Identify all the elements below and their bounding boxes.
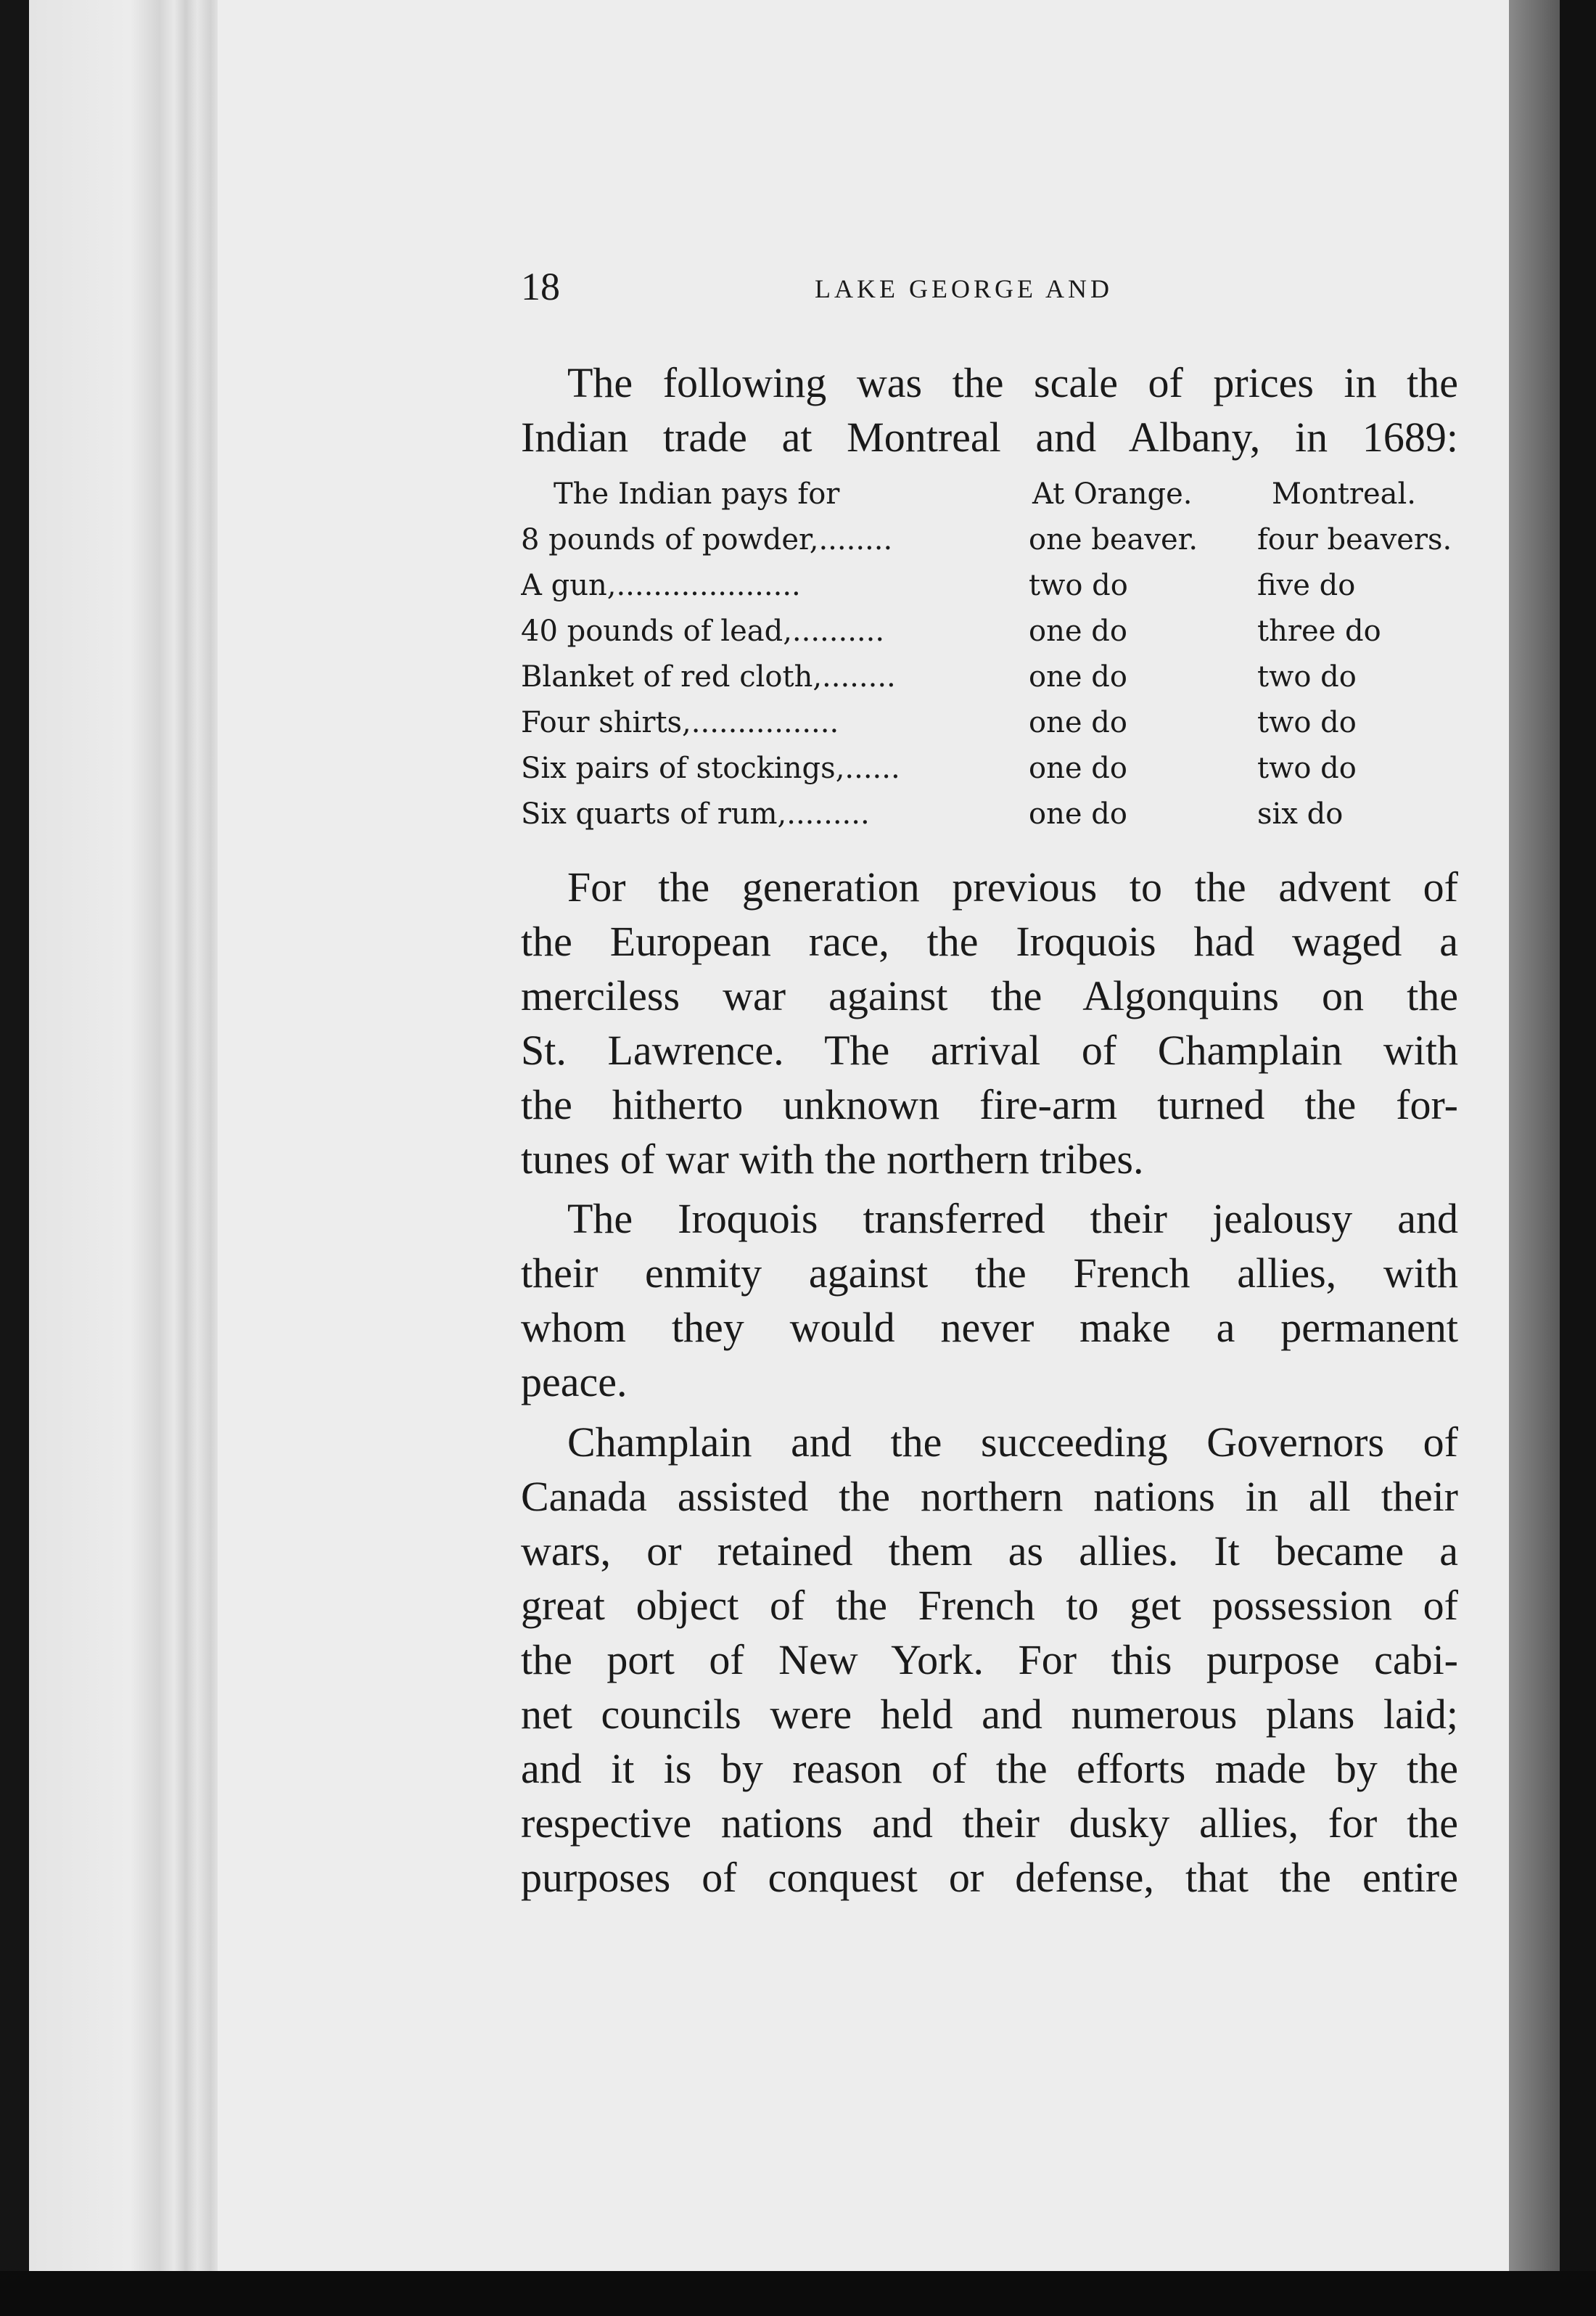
table-cell-item: Four shirts,................ xyxy=(521,706,839,739)
text-line: great object of the French to get possession of xyxy=(521,1582,1458,1629)
table-cell-item: 8 pounds of powder,........ xyxy=(521,523,893,557)
text-line: Canada assisted the northern nations in all their xyxy=(521,1473,1458,1520)
page-right-edge xyxy=(1509,0,1560,2271)
text-line: Champlain and the succeeding Governors of xyxy=(567,1418,1458,1466)
running-head: LAKE GEORGE AND xyxy=(815,274,1113,303)
table-cell-orange: one do xyxy=(1029,706,1127,739)
table-cell-montreal: six do xyxy=(1257,797,1344,831)
text-line: their enmity against the French allies, with xyxy=(521,1249,1458,1297)
table-cell-montreal: three do xyxy=(1257,615,1381,648)
text-line: the European race, the Iroquois had waged a xyxy=(521,918,1458,965)
table-cell-montreal: four beavers. xyxy=(1257,523,1452,557)
table-cell-orange: two do xyxy=(1029,569,1128,602)
table-row xyxy=(521,746,1458,792)
table-cell-item: Six pairs of stockings,...... xyxy=(521,752,900,785)
text-line: respective nations and their dusky allies, for the xyxy=(521,1799,1458,1847)
table-cell-montreal: two do xyxy=(1257,752,1357,785)
text-line: merciless war against the Algonquins on the xyxy=(521,972,1458,1019)
scan-bottom-border xyxy=(0,2271,1596,2316)
text-line: tunes of war with the northern tribes. xyxy=(521,1136,1144,1183)
table-cell-orange: one do xyxy=(1029,797,1127,831)
table-cell-orange: one do xyxy=(1029,660,1127,694)
scan-right-border xyxy=(1560,0,1596,2316)
table-header-cell: At Orange. xyxy=(1032,477,1193,511)
table-cell-item: Blanket of red cloth,........ xyxy=(521,660,896,694)
table-header-cell: The Indian pays for xyxy=(554,477,840,511)
table-header-row xyxy=(521,472,1458,517)
page-number: 18 xyxy=(521,265,560,308)
table-row xyxy=(521,792,1458,837)
text-line: The Iroquois transferred their jealousy and xyxy=(567,1195,1458,1242)
table-cell-montreal: two do xyxy=(1257,660,1357,694)
text-line: For the generation previous to the advent of xyxy=(567,863,1458,911)
table-cell-montreal: five do xyxy=(1257,569,1356,602)
text-line: the hitherto unknown fire-arm turned the for- xyxy=(521,1081,1458,1128)
table-row xyxy=(521,654,1458,700)
scan-left-border xyxy=(0,0,29,2316)
table-row xyxy=(521,609,1458,654)
text-line: peace. xyxy=(521,1358,628,1405)
text-line: the port of New York. For this purpose cabi- xyxy=(521,1636,1458,1683)
text-line: net councils were held and numerous plans laid; xyxy=(521,1691,1458,1738)
text-line: whom they would never make a permanent xyxy=(521,1304,1458,1351)
text-line: and it is by reason of the efforts made by the xyxy=(521,1745,1458,1792)
table-cell-orange: one beaver. xyxy=(1029,523,1198,557)
table-cell-orange: one do xyxy=(1029,752,1127,785)
table-cell-montreal: two do xyxy=(1257,706,1357,739)
table-cell-orange: one do xyxy=(1029,615,1127,648)
table-row xyxy=(521,700,1458,746)
table-cell-item: 40 pounds of lead,.......... xyxy=(521,615,885,648)
table-row xyxy=(521,563,1458,609)
table-header-cell: Montreal. xyxy=(1272,477,1417,511)
text-line: purposes of conquest or defense, that the entire xyxy=(521,1854,1458,1901)
table-cell-item: A gun,.................... xyxy=(521,569,801,602)
text-line: St. Lawrence. The arrival of Champlain with xyxy=(521,1027,1458,1074)
text-line: Indian trade at Montreal and Albany, in 1689: xyxy=(521,414,1458,461)
table-cell-item: Six quarts of rum,......... xyxy=(521,797,870,831)
text-line: wars, or retained them as allies. It became a xyxy=(521,1527,1458,1574)
page-header xyxy=(521,261,1457,312)
table-row xyxy=(521,517,1458,563)
price-table xyxy=(521,472,1458,837)
book-spine-edges xyxy=(29,0,218,2271)
text-line: The following was the scale of prices in the xyxy=(567,359,1458,406)
